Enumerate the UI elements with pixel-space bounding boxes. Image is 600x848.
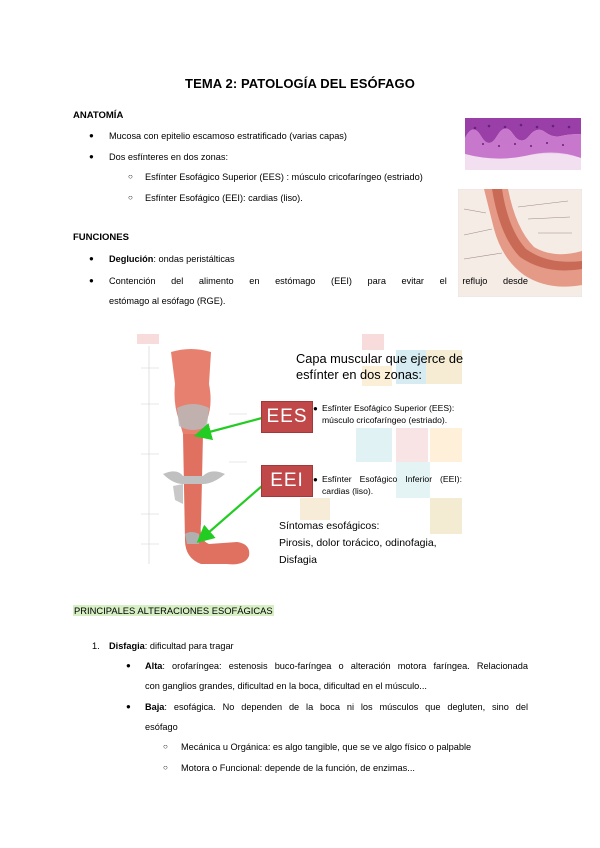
baja-label: Baja bbox=[145, 702, 165, 712]
anatomia-item-2: Dos esfínteres en dos zonas: bbox=[109, 152, 228, 162]
eei-text-line-1: Esfínter Esofágico Inferior (EEI): bbox=[322, 474, 462, 484]
disfagia-label: Disfagia bbox=[109, 641, 145, 651]
sintomas-line-2: Pirosis, dolor torácico, odinofagia, bbox=[279, 537, 437, 549]
circle-bullet-icon: ○ bbox=[128, 172, 133, 181]
funciones-item-2-line-2: estómago al esófago (RGE). bbox=[109, 296, 226, 306]
alta-label: Alta bbox=[145, 661, 163, 671]
circle-bullet-icon: ○ bbox=[163, 763, 168, 772]
bullet-icon: ● bbox=[313, 404, 318, 413]
anatomia-item-1: Mucosa con epitelio escamoso estratificado (varias capas) bbox=[109, 131, 347, 141]
bullet-icon: ● bbox=[126, 661, 131, 670]
capa-muscular-line-1: Capa muscular que ejerce de bbox=[296, 351, 464, 366]
alta-line-2: con ganglios grandes, dificultad en la boca, dificultad en el músculo... bbox=[145, 681, 427, 691]
ees-arrow-icon bbox=[198, 418, 262, 435]
sintomas-line-3: Disfagia bbox=[279, 554, 317, 566]
bullet-icon: ● bbox=[126, 702, 131, 711]
baja-line-1: Baja: esofágica. No dependen de la boca ni los músculos que degluten, sino del bbox=[145, 702, 528, 712]
bullet-icon: ● bbox=[89, 131, 94, 140]
ees-text-line-2: músculo cricofaríngeo (estriado). bbox=[322, 415, 448, 425]
motora-item: Motora o Funcional: depende de la función, de enzimas... bbox=[181, 763, 415, 773]
bullet-icon: ● bbox=[89, 254, 94, 263]
alteraciones-heading: PRINCIPALES ALTERACIONES ESOFÁGICAS bbox=[74, 605, 273, 616]
anatomia-subitem-1: Esfínter Esofágico Superior (EES) : músculo cricofaríngeo (estriado) bbox=[145, 172, 423, 182]
funciones-item-2-line-1: Contención del alimento en estómago (EEI) para evitar el reflujo desde bbox=[109, 276, 528, 286]
funciones-item-1: Deglución: ondas peristálticas bbox=[109, 254, 235, 264]
bullet-icon: ● bbox=[89, 276, 94, 285]
ees-label: EES bbox=[261, 401, 313, 433]
circle-bullet-icon: ○ bbox=[128, 193, 133, 202]
bullet-icon: ● bbox=[313, 475, 318, 484]
eei-text-line-2: cardias (liso). bbox=[322, 486, 374, 496]
bullet-icon: ● bbox=[89, 152, 94, 161]
page-title: TEMA 2: PATOLOGÍA DEL ESÓFAGO bbox=[185, 76, 415, 91]
deglucion-label: Deglución bbox=[109, 254, 154, 264]
baja-line-2: esófago bbox=[145, 722, 178, 732]
mecanica-item: Mecánica u Orgánica: es algo tangible, que se ve algo físico o palpable bbox=[181, 742, 472, 752]
eei-label: EEI bbox=[261, 465, 313, 497]
disfagia-item: Disfagia: dificultad para tragar bbox=[109, 641, 234, 651]
funciones-heading: FUNCIONES bbox=[73, 232, 129, 243]
eei-arrow-icon bbox=[200, 486, 262, 540]
list-number: 1. bbox=[92, 641, 100, 651]
ees-text-line-1: Esfínter Esofágico Superior (EES): bbox=[322, 403, 455, 413]
anatomia-subitem-2: Esfínter Esofágico (EEI): cardias (liso). bbox=[145, 193, 303, 203]
anatomia-heading: ANATOMÍA bbox=[73, 110, 124, 121]
alta-line-1: Alta: orofaríngea: estenosis buco-faríngea o alteración motora faríngea. Relacionada bbox=[145, 661, 528, 671]
circle-bullet-icon: ○ bbox=[163, 742, 168, 751]
capa-muscular-line-2: esfínter en dos zonas: bbox=[296, 367, 422, 382]
sintomas-heading: Síntomas esofágicos: bbox=[279, 520, 380, 532]
